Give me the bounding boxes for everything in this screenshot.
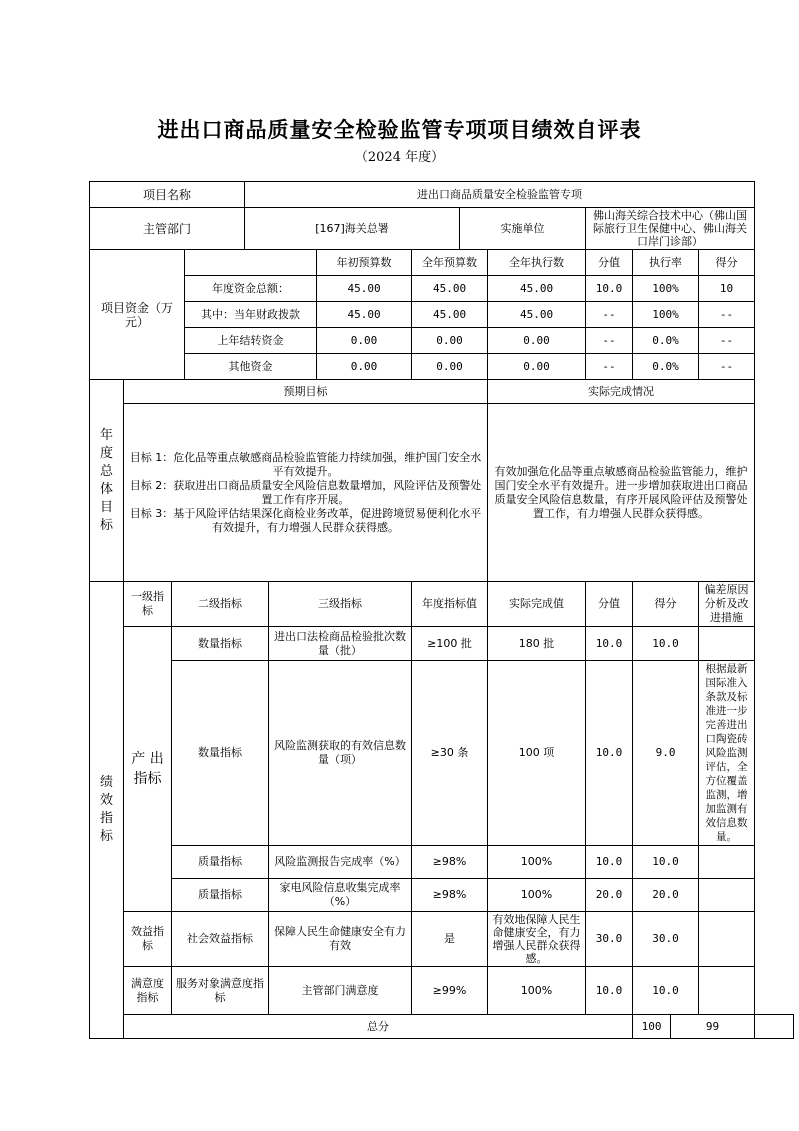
- funds-header-row: [90, 250, 794, 276]
- indicator-level2: 数量指标: [172, 627, 269, 661]
- goal-item: 目标 3：基于风险评估结果深化商检业务改革，促进跨境贸易便利化水平有效提升，有力增强人民群众获得感。: [129, 506, 482, 534]
- indicator-score-value: 10.0: [586, 661, 633, 846]
- evaluation-table: [89, 181, 794, 1039]
- funds-cell: 0.00: [488, 354, 586, 380]
- funds-header: 年初预算数: [317, 250, 412, 276]
- indicator-actual: 100%: [488, 846, 586, 879]
- indicator-note: 根据最新国际准入条款及标准进一步完善进出口陶瓷砖风险监测评估，全方位覆盖监测，增加监测有效信息数量。: [699, 661, 755, 846]
- funds-row-label: 其中：当年财政拨款: [185, 302, 317, 328]
- indicator-row: [90, 967, 794, 1015]
- funds-header: 得分: [699, 250, 755, 276]
- indicator-level2: 质量指标: [172, 879, 269, 912]
- indicator-score: 10.0: [633, 967, 699, 1015]
- indicator-score: 9.0: [633, 661, 699, 846]
- funds-cell: --: [699, 354, 755, 380]
- indicator-actual: 100%: [488, 967, 586, 1015]
- indicator-level2: 数量指标: [172, 661, 269, 846]
- indicator-actual: 有效地保障人民生命健康安全，有力增强人民群众获得感。: [488, 912, 586, 967]
- funds-row: [90, 302, 794, 328]
- project-name-row: [90, 182, 794, 208]
- indicator-target: ≥100 批: [412, 627, 488, 661]
- funds-row: [90, 328, 794, 354]
- total-score-value: 100: [633, 1015, 671, 1039]
- indicator-header: 三级指标: [269, 582, 412, 627]
- project-dept-row: [90, 208, 794, 250]
- indicator-header: 一级指标: [124, 582, 172, 627]
- indicators-section-label: 绩效指标: [90, 582, 124, 1039]
- funds-header: 分值: [586, 250, 633, 276]
- goals-content-row: [90, 404, 794, 582]
- funds-cell: --: [586, 302, 633, 328]
- indicator-header: 偏差原因分析及改进措施: [699, 582, 755, 627]
- goals-header-row: [90, 380, 794, 404]
- total-row: [90, 1015, 794, 1039]
- indicator-actual: 100%: [488, 879, 586, 912]
- indicator-row: [90, 912, 794, 967]
- goals-label: 年度总体目标: [90, 380, 124, 582]
- indicator-row: [90, 846, 794, 879]
- goal-item: 目标 2：获取进出口商品质量安全风险信息数量增加，风险评估及预警处置工作有序开展。: [129, 478, 482, 506]
- funds-header: 全年预算数: [412, 250, 488, 276]
- indicator-target: 是: [412, 912, 488, 967]
- actual-results: 有效加强危化品等重点敏感商品检验监管能力，维护国门安全水平有效提升。进一步增加获取进出口商品质量安全风险信息数量，有序开展风险评估及预警处置工作，有力增强人民群众获得感。: [488, 404, 755, 582]
- expected-goal-header: 预期目标: [124, 380, 488, 404]
- funds-cell: 0.0%: [633, 354, 699, 380]
- funds-cell: 0.00: [317, 354, 412, 380]
- funds-cell: 45.00: [488, 276, 586, 302]
- indicator-note: [699, 912, 755, 967]
- indicator-header: 分值: [586, 582, 633, 627]
- funds-cell: 100%: [633, 276, 699, 302]
- indicator-score-value: 20.0: [586, 879, 633, 912]
- page-subtitle: （2024 年度）: [354, 150, 445, 165]
- indicator-level3: 保障人民生命健康安全有力有效: [269, 912, 412, 967]
- indicator-score: 10.0: [633, 627, 699, 661]
- total-label: 总分: [124, 1015, 633, 1039]
- funds-cell: 10: [699, 276, 755, 302]
- indicator-note: [699, 879, 755, 912]
- funds-cell: --: [699, 302, 755, 328]
- indicator-header-row: [90, 582, 794, 627]
- indicator-level3: 风险监测报告完成率（%）: [269, 846, 412, 879]
- indicator-note: [699, 967, 755, 1015]
- funds-cell: --: [586, 328, 633, 354]
- indicator-header: 年度指标值: [412, 582, 488, 627]
- indicator-score-value: 30.0: [586, 912, 633, 967]
- indicator-row: [90, 879, 794, 912]
- funds-cell: 0.00: [317, 328, 412, 354]
- indicator-note: [699, 627, 755, 661]
- indicator-score: 10.0: [633, 846, 699, 879]
- unit-label: 实施单位: [460, 208, 586, 250]
- funds-cell: 0.00: [488, 328, 586, 354]
- indicator-level3: 进出口法检商品检验批次数量（批）: [269, 627, 412, 661]
- funds-cell: --: [699, 328, 755, 354]
- funds-cell: 45.00: [317, 302, 412, 328]
- funds-cell: 100%: [633, 302, 699, 328]
- unit-value: 佛山海关综合技术中心（佛山国际旅行卫生保健中心、佛山海关口岸门诊部）: [586, 208, 755, 250]
- indicator-score-value: 10.0: [586, 967, 633, 1015]
- funds-cell: 0.0%: [633, 328, 699, 354]
- expected-goals: [124, 404, 488, 582]
- indicator-header: 实际完成值: [488, 582, 586, 627]
- project-name-label: 项目名称: [90, 182, 245, 208]
- indicator-level2: 社会效益指标: [172, 912, 269, 967]
- funds-header: 执行率: [633, 250, 699, 276]
- total-score: 99: [671, 1015, 755, 1039]
- indicator-target: ≥99%: [412, 967, 488, 1015]
- funds-cell: 45.00: [412, 302, 488, 328]
- output-indicator-label: 产 出 指标: [124, 627, 172, 912]
- indicator-score: 30.0: [633, 912, 699, 967]
- indicator-actual: 100 项: [488, 661, 586, 846]
- indicator-row: [90, 627, 794, 661]
- indicator-target: ≥98%: [412, 846, 488, 879]
- page-title: 进出口商品质量安全检验监管专项项目绩效自评表: [157, 117, 642, 142]
- indicator-note: [699, 846, 755, 879]
- indicator-header: 得分: [633, 582, 699, 627]
- indicator-score-value: 10.0: [586, 627, 633, 661]
- funds-header: 全年执行数: [488, 250, 586, 276]
- actual-result-header: 实际完成情况: [488, 380, 755, 404]
- indicator-target: ≥30 条: [412, 661, 488, 846]
- funds-cell: 10.0: [586, 276, 633, 302]
- funds-cell: 45.00: [317, 276, 412, 302]
- funds-cell: 0.00: [412, 354, 488, 380]
- indicator-level3: 风险监测获取的有效信息数量（项）: [269, 661, 412, 846]
- project-name-value: 进出口商品质量安全检验监管专项: [245, 182, 755, 208]
- funds-cell: 0.00: [412, 328, 488, 354]
- funds-cell: 45.00: [488, 302, 586, 328]
- goal-item: 目标 1：危化品等重点敏感商品检验监管能力持续加强，维护国门安全水平有效提升。: [129, 450, 482, 478]
- funds-label: 项目资金（万元）: [90, 250, 185, 380]
- funds-cell: 45.00: [412, 276, 488, 302]
- indicator-row: [90, 661, 794, 846]
- dept-value: [167]海关总署: [245, 208, 460, 250]
- indicator-score-value: 10.0: [586, 846, 633, 879]
- funds-row-label: 上年结转资金: [185, 328, 317, 354]
- benefit-indicator-label: 效益指标: [124, 912, 172, 967]
- dept-label: 主管部门: [90, 208, 245, 250]
- indicator-level2: 质量指标: [172, 846, 269, 879]
- indicator-actual: 180 批: [488, 627, 586, 661]
- indicator-target: ≥98%: [412, 879, 488, 912]
- indicator-header: 二级指标: [172, 582, 269, 627]
- funds-row: [90, 354, 794, 380]
- funds-cell: --: [586, 354, 633, 380]
- funds-row-label: 年度资金总额：: [185, 276, 317, 302]
- satisfaction-indicator-label: 满意度指标: [124, 967, 172, 1015]
- funds-row: [90, 276, 794, 302]
- funds-row-label: 其他资金: [185, 354, 317, 380]
- indicator-level3: 家电风险信息收集完成率（%）: [269, 879, 412, 912]
- indicator-level3: 主管部门满意度: [269, 967, 412, 1015]
- indicator-score: 20.0: [633, 879, 699, 912]
- indicator-level2: 服务对象满意度指标: [172, 967, 269, 1015]
